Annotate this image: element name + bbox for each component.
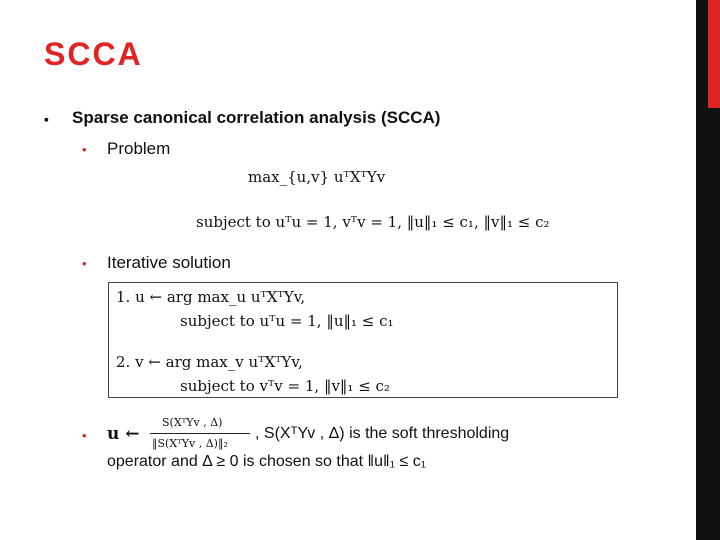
main-bullet-marker: ▪ [44,111,49,127]
step1-objective: 1. u ← arg max_u uᵀXᵀYv, [116,288,306,306]
sub-bullet-marker: • [82,256,87,271]
update-denominator: ‖S(XᵀYv , Δ)‖₂ [152,437,228,450]
objective-formula: max_{u,v} uᵀXᵀYv [248,168,386,186]
problem-label: Problem [107,139,171,158]
update-description-1: , S(XᵀYv , Δ) is the soft thresholding [255,425,510,442]
right-accent-bar [708,0,720,108]
slide-title: SCCA [44,36,143,72]
iterative-label: Iterative solution [107,253,231,272]
step1-constraint: subject to uᵀu = 1, ‖u‖₁ ≤ c₁ [180,312,394,330]
update-description-2: operator and Δ ≥ 0 is chosen so that ‖u‖₁ ≤ c₁ [107,453,427,470]
step2-constraint: subject to vᵀv = 1, ‖v‖₁ ≤ c₂ [180,377,390,395]
step2-objective: 2. v ← arg max_v uᵀXᵀYv, [116,353,303,371]
constraint-formula: subject to uᵀu = 1, vᵀv = 1, ‖u‖₁ ≤ c₁, ‖v‖₁ ≤ c₂ [196,213,550,231]
sub-bullet-marker: • [82,142,87,157]
update-lhs: u ← [107,424,140,444]
sub-bullet-marker: • [82,428,87,443]
update-numerator: S(XᵀYv , Δ) [162,416,223,429]
main-bullet-text: Sparse canonical correlation analysis (SCCA) [72,108,441,127]
fraction-bar [150,433,250,434]
